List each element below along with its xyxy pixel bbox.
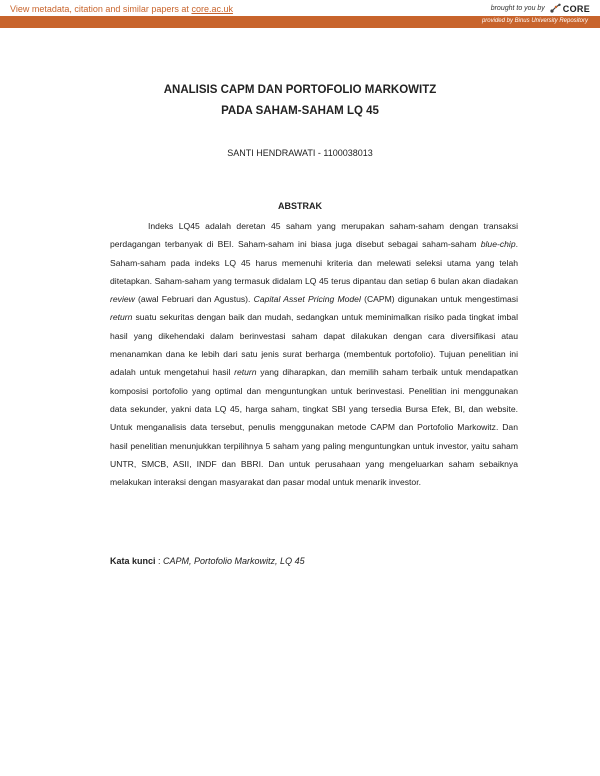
metadata-text: View metadata, citation and similar papers at [10,4,189,14]
core-header [0,0,600,28]
abstract-italic-term: return [234,367,257,378]
abstract-paragraph [110,217,518,491]
core-logo[interactable] [549,3,590,14]
core-logo-text: CORE [562,3,590,14]
core-logo-icon [549,3,561,14]
core-link[interactable]: core.ac.uk [191,4,233,14]
keywords-line [110,556,305,566]
brought-text: brought to you by [490,5,545,12]
abstract-text: Indeks LQ45 adalah deretan 45 saham yang merupakan saham-saham dengan transaksi perdagangan terbanyak di BEI. Saham-saham ini biasa juga disebut sebagai saham-saham [110,221,518,250]
provided-text: provided by Binus University Repository [481,18,588,24]
paper-title-line1: ANALISIS CAPM DAN PORTOFOLIO MARKOWITZ [163,84,437,96]
paper-title-line2: PADA SAHAM-SAHAM LQ 45 [221,105,379,117]
metadata-notice [10,4,233,14]
abstract-italic-term: return [110,312,133,323]
abstract-italic-term: review [110,294,135,305]
abstract-heading: ABSTRAK [278,201,322,211]
brought-by [491,3,590,14]
abstract-text: (awal Februari dan Agustus). [134,294,254,305]
abstract-text: . Saham-saham pada indeks LQ 45 harus memenuhi kriteria dan melewati seleksi utama yang telah ditetapkan. Saham-saham yang termasuk didalam LQ 45 terus dipantau dan setiap 6 bulan akan diadakan [110,239,518,286]
abstract-text: (CAPM) digunakan untuk mengestimasi [360,294,518,305]
abstract-italic-term: Capital Asset Pricing Model [253,294,361,305]
keywords-value: CAPM, Portofolio Markowitz, LQ 45 [163,556,305,566]
abstract-text: suatu sekuritas dengan baik dan mudah, sedangkan untuk meminimalkan risiko pada tingkat imbal hasil yang dikehendaki dalam berinvestasi saham dapat dilakukan dengan cara diversifikasi atau menanamkan dana ke lebih dari satu jenis surat berharga (membentuk portofolio). Tujuan penelitian ini adalah untuk mengetahui hasil [110,312,518,378]
abstract-italic-term: blue-chip [480,239,516,250]
provided-by-bar [0,16,600,28]
keywords-separator: : [155,556,164,566]
keywords-label: Kata kunci [110,556,156,566]
author-line: SANTI HENDRAWATI - 1100038013 [227,148,373,158]
abstract-text: yang diharapkan, dan memilih saham terbaik untuk mendapatkan komposisi portofolio yang optimal dan menguntungkan untuk berinvestasi. Penelitian ini menggunakan data sekunder, yakni data LQ 45, harga saham, tingkat SBI yang tersedia Bursa Efek, BI, dan website. Untuk menganalisis data tersebut, penulis menggunakan metode CAPM dan Portofolio Markowitz. Dan hasil penelitian menunjukkan terpilihnya 5 saham yang paling menguntungkan untuk investor, yaitu saham UNTR, SMCB, ASII, INDF dan BBRI. Dan untuk perusahaan yang mengeluarkan saham sebaiknya melakukan interaksi dengan masyarakat dan pasar modal untuk menarik investor. [110,367,519,488]
